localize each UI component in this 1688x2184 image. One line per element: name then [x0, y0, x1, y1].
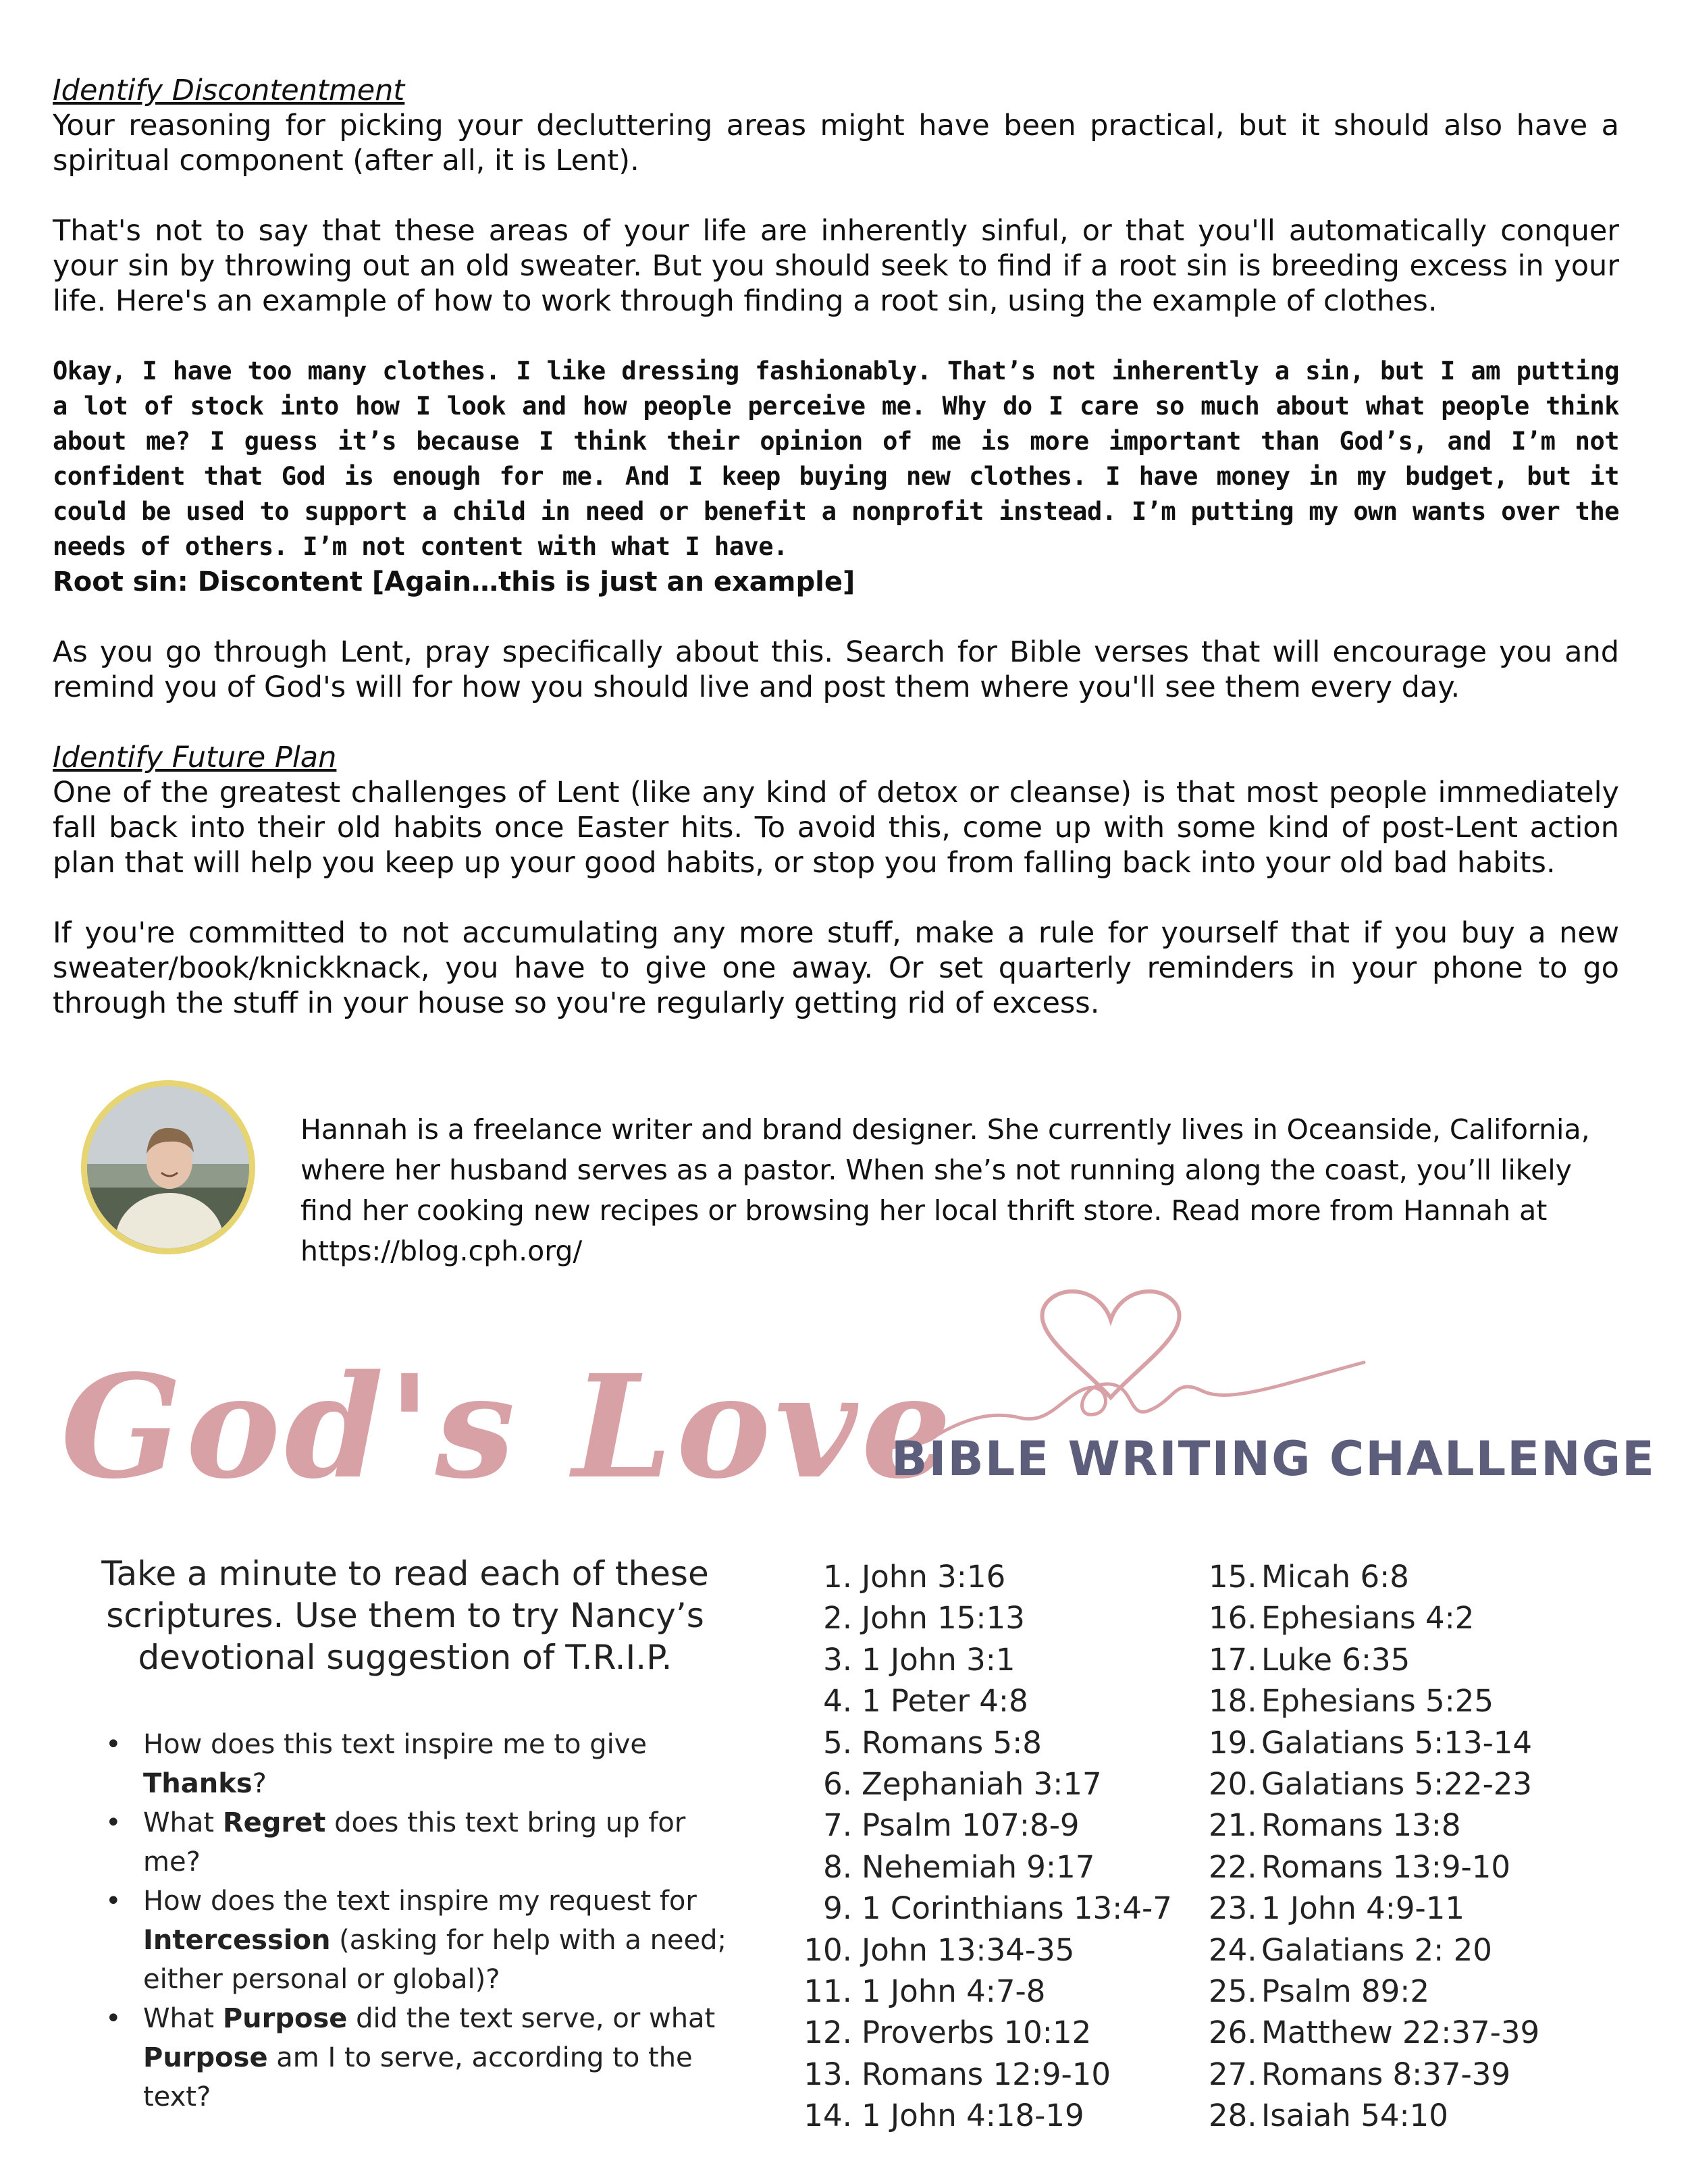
list-item: 14. 1 John 4:18-19 [803, 2098, 1084, 2134]
handwritten-example: Okay, I have too many clothes. I like dressing fashionably. That’s not inherently a sin, but I am putting a lot of stock into how I look and how people perceive me. Why do I care so much about what people think about me? I guess it’s because I think their opinion of me is more important than God’s, and I’m not confident that God is enough for me. And I keep buying new clothes. I have money in my budget, but it could be used to support a child in need or benefit a nonprofit instead. I’m putting my own wants over the needs of others. I’m not content with what I have. [53, 356, 1619, 561]
root-sin-line: Root sin: Discontent [Again…this is just an example] [53, 566, 855, 597]
list-item: 1. John 3:16 [823, 1559, 1006, 1595]
challenge-logo [61, 1283, 1656, 1519]
author-bio: Hannah is a freelance writer and brand designer. She currently lives in Oceanside, California, where her husband serves as a pastor. When she’s not running along the coast, you’ll likely find her cooking new recipes or browsing her local thrift store. Read more from Hannah at https://blog.cph.org/ [300, 1113, 1590, 1267]
list-item: 24. Galatians 2: 20 [1209, 1932, 1492, 1968]
list-item: 19. Galatians 5:13-14 [1209, 1724, 1533, 1761]
section-identify-future-plan [53, 740, 1619, 880]
paragraph: If you're committed to not accumulating any more stuff, make a rule for yourself that if you buy a new sweater/book/knickknack, you have to give one away. Or set quarterly reminders in your phone to go through the stuff in your house so you're regularly getting rid of excess. [53, 916, 1619, 1020]
paragraph: One of the greatest challenges of Lent (like any kind of detox or cleanse) is that most people immediately fall back into their old habits once Easter hits. To avoid this, come up with some kind of post-Lent action plan that will help you keep up your good habits, or stop you from falling back into your old bad habits. [53, 776, 1619, 880]
paragraph-block [53, 915, 1619, 1021]
paragraph: As you go through Lent, pray specifically about this. Search for Bible verses that will encourage you and remind you of God's will for how you should live and post them where you'll see them every day. [53, 635, 1619, 704]
list-item: 11. 1 John 4:7-8 [803, 1973, 1046, 2010]
list-item: 17. Luke 6:35 [1209, 1641, 1410, 1678]
list-item: 26. Matthew 22:37-39 [1209, 2015, 1540, 2051]
challenge-intro: Take a minute to read each of these scriptures. Use them to try Nancy’s devotional suggestion of T.R.I.P. [101, 1554, 709, 1677]
list-item: 25. Psalm 89:2 [1209, 1973, 1430, 2010]
paragraph-block [53, 635, 1619, 705]
list-item: 18. Ephesians 5:25 [1209, 1683, 1494, 1720]
heart-line-icon [905, 1283, 1398, 1451]
author-avatar [81, 1080, 255, 1254]
list-item: 22. Romans 13:9-10 [1209, 1848, 1511, 1885]
example-block [53, 354, 1619, 564]
paragraph-block [53, 213, 1619, 319]
root-sin-block [53, 564, 1619, 600]
list-item: • What Purpose did the text serve, or what Purpose am I to serve, according to the text? [101, 1999, 736, 2116]
list-item: 20. Galatians 5:22-23 [1209, 1766, 1533, 1803]
paragraph: Your reasoning for picking your decluttering areas might have been practical, but it should also have a spiritual component (after all, it is Lent). [53, 109, 1619, 178]
list-item: 28. Isaiah 54:10 [1209, 2098, 1448, 2134]
section-heading: Identify Future Plan [53, 741, 337, 774]
list-item: 7. Psalm 107:8-9 [823, 1807, 1080, 1844]
list-item: 4. 1 Peter 4:8 [823, 1683, 1028, 1720]
list-item: 15. Micah 6:8 [1209, 1559, 1409, 1595]
list-item: 23. 1 John 4:9-11 [1209, 1890, 1465, 1927]
list-item: 2. John 15:13 [823, 1600, 1025, 1636]
list-item: 13. Romans 12:9-10 [803, 2056, 1111, 2092]
list-item: 5. Romans 5:8 [823, 1724, 1042, 1761]
section-heading: Identify Discontentment [53, 74, 405, 107]
section-identify-discontentment [53, 73, 1619, 178]
list-item: 9. 1 Corinthians 13:4-7 [823, 1890, 1172, 1927]
logo-script-title: God's Love [61, 1343, 956, 1510]
list-item: • What Regret does this text bring up for me? [101, 1803, 736, 1882]
list-item: 27. Romans 8:37-39 [1209, 2056, 1511, 2092]
list-item: 12. Proverbs 10:12 [803, 2015, 1092, 2051]
list-item: 8. Nehemiah 9:17 [823, 1848, 1095, 1885]
list-item: 3. 1 John 3:1 [823, 1641, 1016, 1678]
author-photo-icon [87, 1086, 249, 1248]
verse-list-column-2 [1209, 1556, 1539, 2137]
logo-subtitle: BIBLE WRITING CHALLENGE [891, 1431, 1656, 1487]
trip-question-list [101, 1725, 736, 2116]
list-item: • How does this text inspire me to give Thanks? [101, 1725, 736, 1803]
list-item: 21. Romans 13:8 [1209, 1807, 1461, 1844]
verse-list-column-1 [803, 1556, 1172, 2137]
list-item: 10. John 13:34-35 [803, 1932, 1075, 1968]
list-item: 16. Ephesians 4:2 [1209, 1600, 1475, 1636]
paragraph: That's not to say that these areas of your life are inherently sinful, or that you'll automatically conquer your sin by throwing out an old sweater. But you should seek to find if a root sin is breeding excess in your life. Here's an example of how to work through finding a root sin, using the example of clothes. [53, 214, 1619, 318]
list-item: • How does the text inspire my request for Intercession (asking for help with a need; either personal or global)? [101, 1882, 736, 1999]
list-item: 6. Zephaniah 3:17 [823, 1766, 1102, 1803]
